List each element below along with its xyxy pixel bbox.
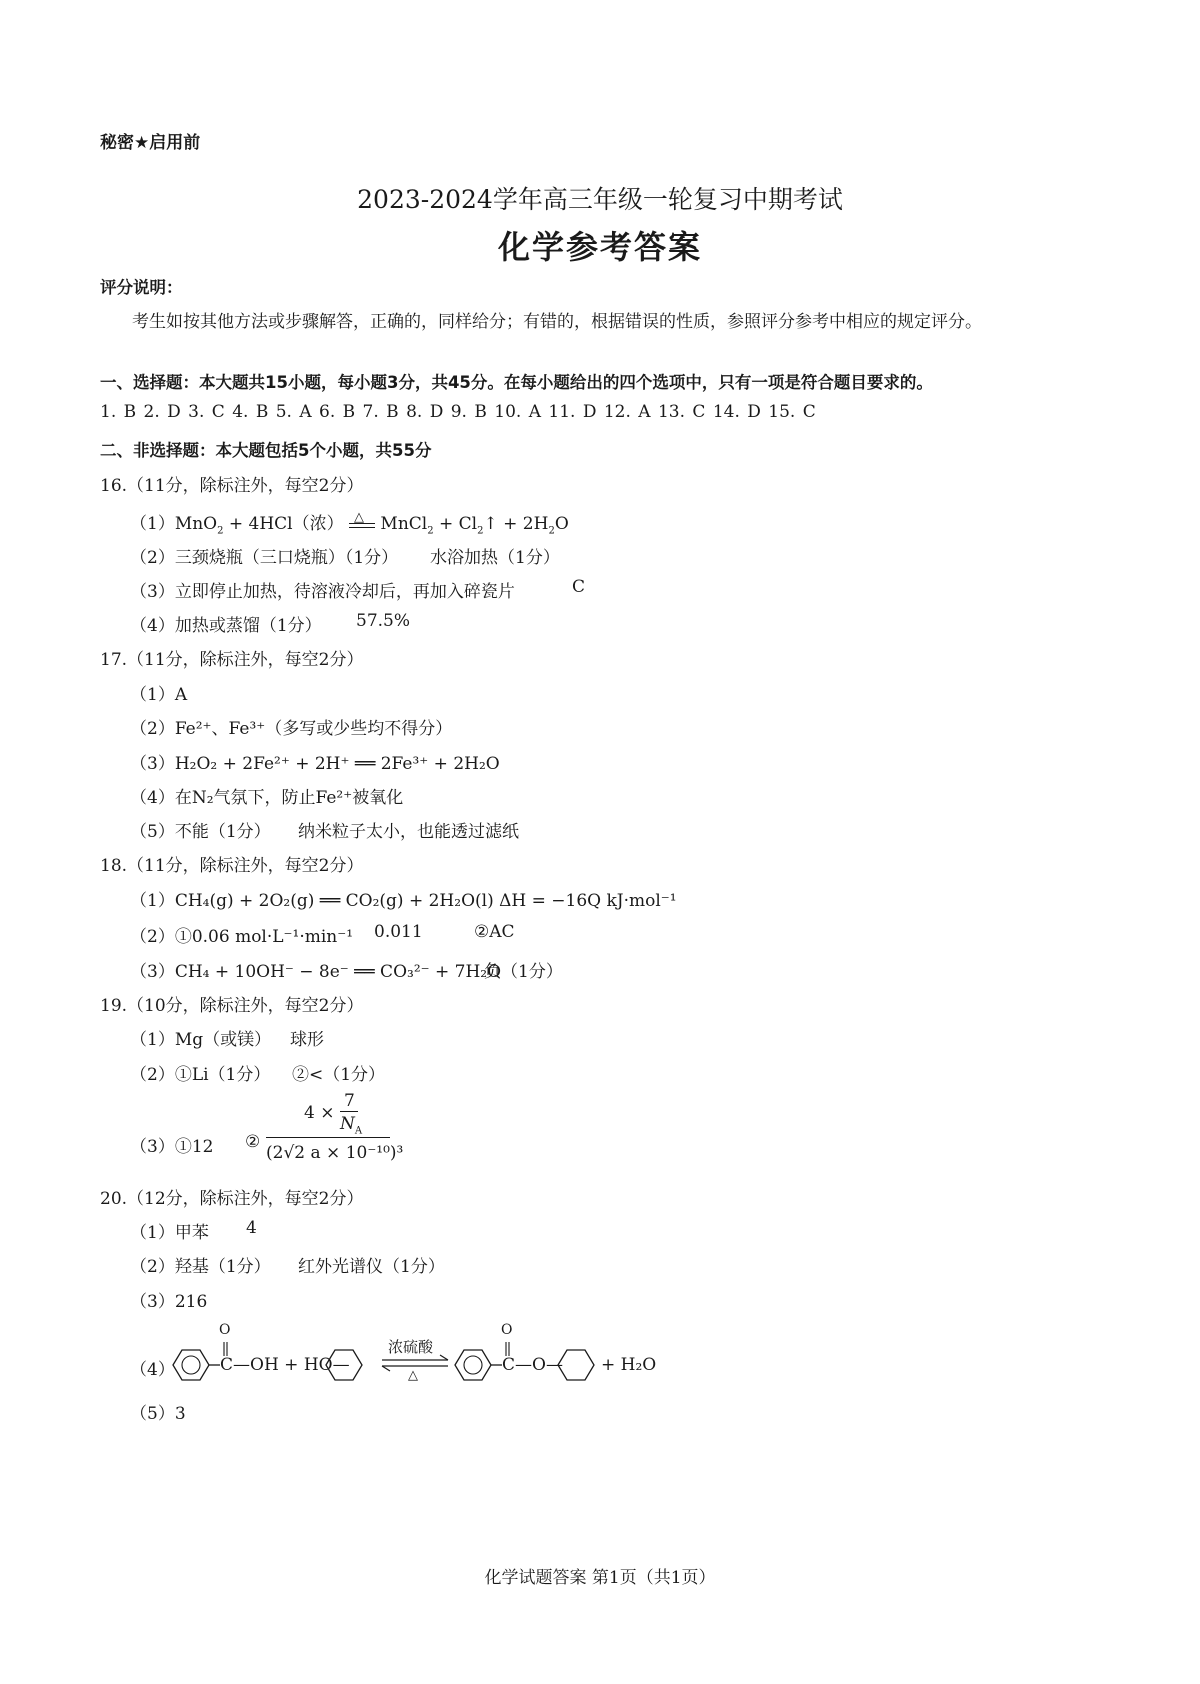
fraction-coefficient: 4 × [304, 1103, 335, 1123]
q18-answer-3b: 负（1分） [484, 962, 563, 982]
q19-answer-3a: （3）①12 [130, 1137, 214, 1157]
scoring-text: 考生如按其他方法或步骤解答，正确的，同样给分；有错的，根据错误的性质，参照评分参考中相应的规定评分。 [132, 312, 982, 332]
q16-answer-3a: （3）立即停止加热，待溶液冷却后，再加入碎瓷片 [130, 582, 515, 602]
q17-answer-3: （3）H₂O₂ + 2Fe²⁺ + 2H⁺ ══ 2Fe³⁺ + 2H₂O [130, 754, 500, 774]
q20-answer-1b: 4 [246, 1218, 257, 1238]
q17-answer-5b: 纳米粒子太小，也能透过滤纸 [298, 822, 519, 842]
q18-answer-2a: （2）①0.06 mol·L⁻¹·min⁻¹ [130, 927, 354, 947]
q19-answer-2a: （2）①Li（1分） [130, 1065, 271, 1085]
heat-label: △ [408, 1368, 418, 1383]
benzene-ring-icon [455, 1350, 491, 1380]
q20-answer-4-label: （4） [130, 1360, 175, 1380]
page-footer: 化学试题答案 第1页（共1页） [484, 1568, 716, 1588]
aromatic-circle [182, 1356, 200, 1374]
water-product: + H₂O [601, 1355, 657, 1375]
inner-fraction-bar [340, 1111, 358, 1112]
cyclohexane-ring-icon [558, 1350, 594, 1380]
choice-answers: 1. B 2. D 3. C 4. B 5. A 6. B 7. B 8. D 9. B 10. A 11. D 12. A 13. C 14. D 15. C [100, 402, 816, 422]
q17-heading: 17.（11分，除标注外，每空2分） [100, 650, 364, 670]
forward-arrowhead [440, 1355, 448, 1360]
ester-group-text: C—O— [502, 1355, 563, 1375]
q20-answer-1a: （1）甲苯 [130, 1223, 209, 1243]
q19-answer-3b: ② [245, 1132, 261, 1152]
q20-heading: 20.（12分，除标注外，每空2分） [100, 1189, 364, 1209]
q16-answer-2b: 水浴加热（1分） [430, 548, 560, 568]
scoring-heading: 评分说明： [100, 278, 183, 297]
esterification-equation [158, 1320, 658, 1390]
catalyst-label: 浓硫酸 [388, 1338, 434, 1356]
fraction-inner-numerator: 7 [344, 1091, 355, 1111]
q19-density-fraction [266, 1093, 406, 1173]
q19-heading: 19.（10分，除标注外，每空2分） [100, 996, 364, 1016]
q16-answer-2a: （2）三颈烧瓶（三口烧瓶）（1分） [130, 548, 399, 568]
reverse-arrowhead [382, 1366, 390, 1371]
q17-answer-5a: （5）不能（1分） [130, 822, 271, 842]
q19-answer-1b: 球形 [290, 1030, 324, 1050]
q17-answer-1: （1）A [130, 685, 188, 705]
q20-answer-3: （3）216 [130, 1292, 208, 1312]
q16-answer-4a: （4）加热或蒸馏（1分） [130, 616, 322, 636]
section1-heading: 一、选择题：本大题共15小题，每小题3分，共45分。在每小题给出的四个选项中，只有一项是符合题目要求的。 [100, 373, 933, 392]
q20-answer-2a: （2）羟基（1分） [130, 1257, 271, 1277]
carbonyl-oxygen: O [219, 1322, 231, 1338]
secret-mark: 秘密★启用前 [100, 133, 201, 153]
q18-answer-2b: 0.011 [374, 922, 423, 942]
q18-answer-2c: ②AC [474, 922, 515, 942]
q20-answer-2b: 红外光谱仪（1分） [298, 1257, 445, 1277]
q16-answer-4b: 57.5% [356, 611, 411, 631]
q17-answer-2: （2）Fe²⁺、Fe³⁺（多写或少些均不得分） [130, 719, 453, 739]
answer-title: 化学参考答案 [497, 228, 702, 266]
q18-heading: 18.（11分，除标注外，每空2分） [100, 856, 364, 876]
q16-heading: 16.（11分，除标注外，每空2分） [100, 476, 364, 496]
q19-answer-2b: ②<（1分） [292, 1065, 386, 1085]
q16-answer-1: （1）MnO$_2$ + 4HCl（浓） △ MnCl$_2$ + $Cl_2↑ + 2H_2O$ [130, 510, 569, 537]
acid-group-text: C—OH + HO— [220, 1355, 350, 1375]
q18-answer-3a: （3）CH₄ + 10OH⁻ − 8e⁻ ══ CO₃²⁻ + 7H₂O [130, 962, 502, 982]
ester-carbonyl-oxygen: O [501, 1322, 513, 1338]
fraction-denominator: (2√2 a × 10⁻¹⁰)³ [266, 1143, 404, 1163]
q19-answer-1a: （1）Mg（或镁） [130, 1030, 272, 1050]
fraction-inner-denominator: $N_A$ [340, 1114, 363, 1137]
q18-answer-1: （1）CH₄(g) + 2O₂(g) ══ CO₂(g) + 2H₂O(l) ΔH = −16Q kJ·mol⁻¹ [130, 891, 677, 911]
exam-title: 2023-2024学年高三年级一轮复习中期考试 [357, 185, 843, 214]
q20-answer-5: （5）3 [130, 1404, 186, 1424]
main-fraction-bar [266, 1137, 390, 1138]
section2-heading: 二、非选择题：本大题包括5个小题，共55分 [100, 441, 432, 460]
benzene-ring-icon [173, 1350, 209, 1380]
aromatic-circle [464, 1356, 482, 1374]
q17-answer-4: （4）在N₂气氛下，防止Fe²⁺被氧化 [130, 788, 404, 808]
q16-answer-3b: C [572, 577, 586, 597]
